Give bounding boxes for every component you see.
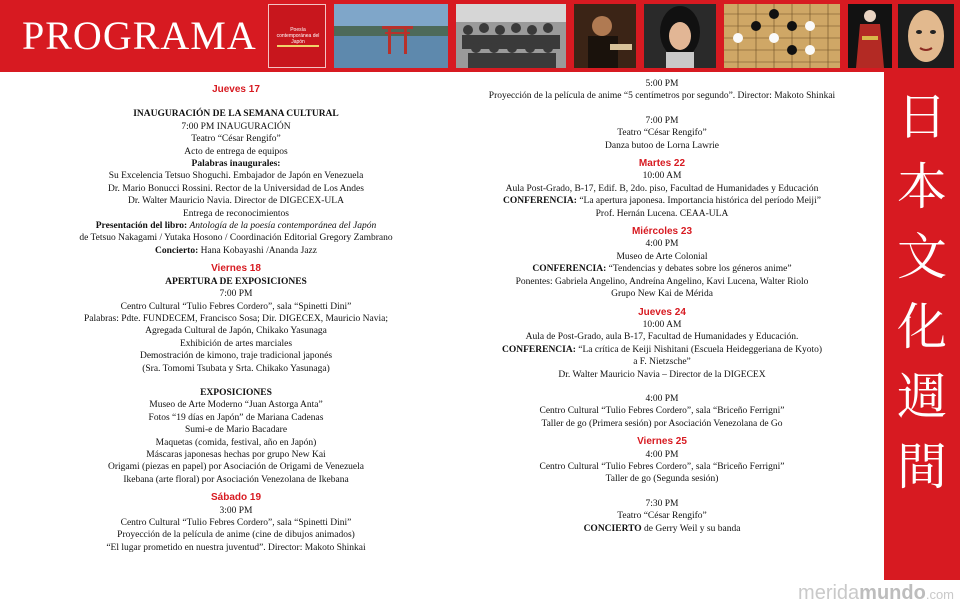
event-line: Aula Post-Grado, B-17, Edif. B, 2do. piso, Facultad de Humanidades y Educación — [505, 183, 819, 194]
event-label: CONFERENCIA: — [532, 264, 607, 275]
singer-photo — [644, 4, 716, 68]
group-photo — [456, 4, 566, 68]
kanji-character: 週 — [897, 368, 947, 426]
event-line: Origami (piezas en papel) por Asociación de Origami de Venezuela — [108, 462, 364, 473]
event-line: Dr. Walter Mauricio Navia. Director de DIGECEX-ULA — [128, 196, 344, 207]
day-heading: Jueves 24 — [638, 306, 686, 318]
event-line — [452, 344, 872, 356]
spacer — [452, 381, 872, 393]
torii-gate-photo — [334, 4, 448, 68]
event-line: 10:00 AM — [642, 171, 682, 182]
event-line: (Sra. Tomomi Tsubata y Srta. Chikako Yasunaga) — [142, 363, 330, 374]
event-line: Teatro “César Rengifo” — [617, 128, 707, 139]
noh-mask-photo — [898, 4, 954, 68]
event-line: Exhibición de artes marciales — [179, 338, 293, 349]
event-line: Ikebana (arte floral) por Asociación Venezolana de Ikebana — [123, 474, 349, 485]
kanji-sidebar — [884, 72, 960, 580]
day-heading: Martes 22 — [638, 158, 686, 170]
event-line: 3:00 PM — [219, 505, 253, 516]
event-line: Acto de entrega de equipos — [184, 146, 288, 157]
event-line: Taller de go (Segunda sesión) — [605, 474, 719, 485]
event-line: Taller de go (Primera sesión) por Asociación Venezolana de Go — [541, 418, 783, 429]
watermark-bold: mundo — [859, 582, 926, 604]
event-line: 7:00 PM — [219, 289, 253, 300]
event-line — [452, 195, 872, 207]
spacer — [40, 375, 432, 387]
day-heading: Miércoles 23 — [631, 226, 693, 238]
event-line: Proyección de la película de anime “5 centímetros por segundo”. Director: Makoto Shinkai — [488, 91, 836, 102]
event-line: 4:00 PM — [645, 239, 679, 250]
event-heading: EXPOSICIONES — [200, 387, 272, 398]
event-label: CONCIERTO — [583, 523, 642, 534]
event-line: Su Excelencia Tetsuo Shoguchi. Embajador de Japón en Venezuela — [108, 171, 364, 182]
spacer — [452, 486, 872, 498]
event-line: Entrega de reconocimientos — [182, 208, 290, 219]
kanji-character: 間 — [897, 438, 947, 496]
event-line: Prof. Hernán Lucena. CEAA-ULA — [595, 208, 729, 219]
event-line — [452, 263, 872, 275]
event-heading: Palabras inaugurales: — [191, 159, 281, 170]
event-line: a F. Nietzsche” — [633, 357, 691, 368]
event-line: Demostración de kimono, traje tradicional japonés — [139, 351, 333, 362]
spacer — [452, 103, 872, 115]
event-line: Centro Cultural “Tulio Febres Cordero”, sala “Briceño Ferrigni” — [539, 406, 785, 417]
event-line: Museo de Arte Moderno “Juan Astorga Anta” — [149, 400, 323, 411]
kanji-character: 文 — [897, 228, 947, 286]
event-line: 4:00 PM — [645, 449, 679, 460]
event-label: CONFERENCIA: — [502, 344, 576, 355]
event-line: “El lugar prometido en nuestra juventud”. Director: Makoto Shinkai — [106, 542, 366, 553]
kanji-character: 化 — [897, 298, 947, 356]
event-line — [452, 523, 872, 535]
day-heading: Viernes 18 — [211, 263, 261, 275]
event-line: 7:00 PM — [645, 115, 679, 126]
event-line: Palabras: Pdte. FUNDECEM, Francisco Sosa; Dir. DIGECEX, Mauricio Navia; — [84, 313, 388, 324]
event-line: Grupo New Kai de Mérida — [611, 289, 713, 300]
event-detail: “Tendencias y debates sobre los géneros anime” — [606, 264, 792, 275]
event-line: 7:00 PM INAUGURACIÓN — [181, 121, 291, 132]
event-line: 10:00 AM — [642, 319, 682, 330]
day-heading: Viernes 25 — [637, 436, 687, 448]
event-heading: INAUGURACIÓN DE LA SEMANA CULTURAL — [133, 109, 339, 120]
event-line: Proyección de la película de anime (cine de dibujos animados) — [117, 530, 355, 541]
event-line: Agregada Cultural de Japón, Chikako Yasunaga — [145, 326, 327, 337]
event-line — [40, 220, 432, 232]
event-line: Ponentes: Gabriela Angelino, Andreína Angelino, Kavi Lucena, Walter Riolo — [515, 276, 809, 287]
event-line: 5:00 PM — [645, 79, 679, 89]
event-detail: Hana Kobayashi /Ananda Jazz — [198, 245, 317, 256]
day-heading: Jueves 17 — [212, 84, 260, 95]
event-line: Centro Cultural “Tulio Febres Cordero”, sala “Briceño Ferrigni” — [539, 461, 785, 472]
kimono-figure-photo — [848, 4, 892, 68]
program-left-column — [40, 78, 432, 554]
spacer — [40, 96, 432, 108]
page-title: PROGRAMA — [22, 13, 257, 58]
event-line: Dr. Mario Bonucci Rossini. Rector de la Universidad de Los Andes — [108, 183, 364, 194]
day-heading: Sábado 19 — [210, 492, 262, 504]
book-cover-photo — [268, 4, 326, 68]
event-line: Teatro “César Rengifo” — [191, 134, 281, 145]
event-line: Centro Cultural “Tulio Febres Cordero”, sala “Spinetti Dini” — [120, 518, 352, 528]
site-watermark — [798, 582, 954, 605]
musician-photo — [574, 4, 636, 68]
kanji-character: 本 — [897, 158, 947, 216]
event-line: Museo de Arte Colonial — [616, 251, 708, 262]
kanji-character: 日 — [897, 88, 947, 146]
event-line: Aula de Post-Grado, aula B-17, Facultad de Humanidades y Educación. — [525, 332, 799, 343]
event-line: Danza butoo de Lorna Lawrie — [605, 140, 719, 151]
watermark-prefix: merida — [798, 582, 860, 604]
event-line: 7:30 PM — [645, 498, 679, 509]
event-line: Sumi-e de Mario Bacadare — [184, 425, 288, 436]
event-line: Maquetas (comida, festival, año en Japón) — [155, 437, 317, 448]
event-label: CONFERENCIA: — [503, 196, 577, 207]
event-line: de Tetsuo Nakagami / Yutaka Hosono / Coordinación Editorial Gregory Zambrano — [79, 233, 393, 244]
event-line: 4:00 PM — [645, 393, 679, 404]
event-detail: “La apertura japonesa. Importancia histórica del período Meiji” — [576, 196, 821, 207]
book-title: Antología de la poesía contemporánea del Japón — [187, 221, 377, 232]
event-line: Teatro “César Rengifo” — [617, 511, 707, 522]
event-detail: “La crítica de Keiji Nishitani (Escuela Heideggeriana de Kyoto) — [575, 344, 822, 355]
program-right-column — [452, 78, 872, 535]
book-cover-text: Poesía contemporánea del Japón — [276, 27, 320, 45]
watermark-suffix: .com — [925, 587, 954, 602]
event-line: Centro Cultural “Tulio Febres Cordero”, sala “Spinetti Dini” — [120, 301, 352, 312]
event-heading: APERTURA DE EXPOSICIONES — [165, 276, 307, 287]
event-line: Dr. Walter Mauricio Navia – Director de la DIGECEX — [558, 369, 766, 380]
event-label: Concierto: — [155, 245, 199, 256]
event-line: Fotos “19 días en Japón” de Mariana Cadenas — [148, 412, 324, 423]
event-detail: de Gerry Weil y su banda — [641, 523, 741, 534]
header-banner — [0, 0, 960, 72]
event-line — [40, 245, 432, 257]
event-line: Máscaras japonesas hechas por grupo New Kai — [146, 449, 326, 460]
go-board-photo — [724, 4, 840, 68]
event-label: Presentación del libro: — [95, 221, 188, 232]
